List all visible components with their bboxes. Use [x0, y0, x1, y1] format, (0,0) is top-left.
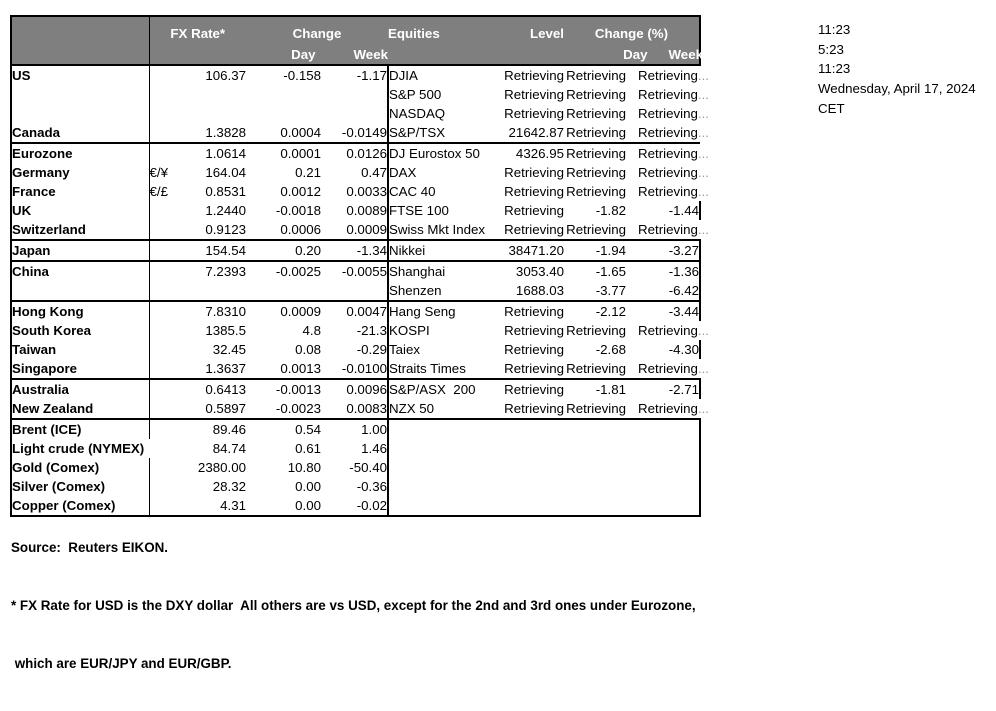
table-row	[11, 301, 700, 321]
fx-name-cell: Australia	[11, 379, 149, 399]
fx-name-cell: Hong Kong	[11, 301, 149, 321]
retrieving-text: Retrieving...	[638, 165, 709, 180]
equity-name-cell: CAC 40	[389, 184, 436, 199]
retrieving-text: Retrieving...	[638, 146, 709, 161]
fx-change-week-cell: -0.29	[321, 340, 388, 359]
equity-name-cell: Swiss Mkt Index	[388, 220, 504, 240]
truncation-ellipsis: ...	[697, 222, 709, 237]
equity-change-day-cell: -1.81	[595, 382, 626, 397]
fx-pair-cell: €/£	[149, 184, 168, 199]
truncation-ellipsis: ...	[697, 165, 709, 180]
fx-name-cell	[11, 85, 149, 104]
fx-rate-cell: 0.5897	[186, 399, 246, 419]
equity-level-cell: Retrieving	[504, 165, 564, 180]
equity-level-cell: Retrieving	[504, 87, 564, 102]
fx-name-cell: New Zealand	[11, 399, 149, 419]
table-row	[11, 123, 700, 143]
equity-level-cell: Retrieving	[504, 68, 564, 83]
fx-change-week-cell: 0.47	[321, 163, 388, 182]
table-row	[11, 261, 700, 281]
fx-change-day-cell: -0.158	[283, 68, 321, 83]
header-equities: Equities	[388, 16, 504, 45]
fx-rate-cell: 106.37	[205, 68, 246, 83]
equity-level-cell: Retrieving	[504, 184, 564, 199]
table-row	[11, 399, 700, 419]
equity-change-week-cell: -3.27	[626, 240, 700, 261]
equity-name-cell: S&P/ASX 200	[389, 382, 476, 397]
fx-pair-cell: €/¥	[149, 165, 168, 180]
fx-rate-cell: 1.0614	[205, 146, 246, 161]
fx-pair-cell	[149, 321, 186, 340]
fx-pair-cell	[149, 104, 186, 123]
truncation-ellipsis: ...	[697, 106, 709, 121]
retrieving-text: Retrieving...	[638, 87, 709, 102]
fx-pair-cell	[149, 240, 186, 261]
fx-rate-cell: 1.3828	[186, 123, 246, 143]
fx-change-day-cell: -0.0023	[246, 399, 321, 419]
fx-pair-cell	[149, 85, 186, 104]
fx-change-week-cell: 0.0126	[321, 143, 388, 163]
equity-change-day-cell: Retrieving	[564, 359, 626, 379]
fx-rate-cell: 4.31	[186, 496, 246, 516]
equities-empty-cell	[388, 419, 700, 439]
equity-name-cell: KOSPI	[389, 323, 430, 338]
footnotes	[11, 500, 696, 711]
equity-change-day-cell: Retrieving	[566, 68, 626, 83]
equity-level-cell: 21642.87	[504, 123, 564, 143]
fx-name-cell: Brent (ICE)	[11, 419, 149, 439]
fx-rate-cell: 7.2393	[205, 264, 246, 279]
fx-pair-cell	[149, 65, 186, 85]
equity-level-cell: Retrieving	[504, 342, 564, 357]
fx-rate-cell: 89.46	[212, 422, 246, 437]
table-row	[11, 220, 700, 240]
fx-rate-cell: 0.8531	[205, 184, 246, 199]
fx-change-week-cell: -0.0149	[321, 123, 388, 143]
equity-change-week-cell: -6.42	[626, 281, 700, 301]
equity-name-cell: Nikkei	[388, 240, 504, 261]
fx-pair-cell	[149, 359, 186, 379]
fx-name-cell: Germany	[11, 163, 149, 182]
truncation-ellipsis: ...	[697, 146, 709, 161]
fx-change-day-cell: 0.0001	[280, 146, 321, 161]
fx-change-week-cell	[321, 85, 388, 104]
table-row	[11, 281, 700, 301]
header-change-pct: Change (%)	[564, 16, 700, 45]
fx-change-day-cell: 0.20	[246, 240, 321, 261]
equity-change-week-cell	[626, 359, 709, 379]
fx-change-day-cell	[246, 104, 321, 123]
table-row	[11, 439, 700, 458]
table-row	[11, 321, 700, 340]
truncation-ellipsis: ...	[697, 87, 709, 102]
fx-name-cell: UK	[11, 201, 149, 220]
retrieving-text: Retrieving...	[638, 106, 709, 121]
table-row	[11, 85, 700, 104]
fx-name-cell: South Korea	[11, 321, 149, 340]
fx-rate-cell: 0.6413	[205, 382, 246, 397]
retrieving-text: Retrieving...	[638, 401, 709, 416]
fx-change-day-cell: 0.00	[246, 496, 321, 516]
table-row	[11, 477, 700, 496]
fx-name-cell: Silver (Comex)	[11, 477, 149, 496]
fx-change-week-cell: 0.0089	[321, 201, 388, 220]
fx-rate-cell	[186, 104, 246, 123]
fx-change-day-cell: -0.0013	[275, 382, 321, 397]
fx-rate-note-line-1: * FX Rate for USD is the DXY dollar All others are vs USD, except for the 2nd and 3rd ones under Eurozone,	[11, 598, 696, 614]
fx-pair-cell	[149, 220, 186, 240]
fx-name-cell: Switzerland	[11, 220, 149, 240]
fx-rate-cell	[186, 281, 246, 301]
fx-change-week-cell: 0.0096	[321, 379, 388, 399]
equity-name-cell: FTSE 100	[389, 203, 449, 218]
table-row	[11, 379, 700, 399]
fx-rate-note-line-2: which are EUR/JPY and EUR/GBP.	[11, 655, 232, 671]
header-row-1	[11, 16, 700, 45]
fx-change-day-cell: 0.61	[295, 441, 321, 456]
header-fx-day: Day	[291, 47, 316, 62]
equity-change-day-cell: -1.94	[564, 240, 626, 261]
retrieving-text: Retrieving...	[638, 222, 709, 237]
table-row	[11, 458, 700, 477]
equity-name-cell: Shenzen	[388, 281, 504, 301]
truncation-ellipsis: ...	[697, 184, 709, 199]
fx-name-cell: Japan	[11, 240, 149, 261]
fx-change-week-cell: -21.3	[321, 321, 388, 340]
fx-change-day-cell	[246, 281, 321, 301]
equity-change-day-cell: Retrieving	[566, 106, 626, 121]
fx-pair-cell	[149, 123, 186, 143]
equity-name-cell: DAX	[389, 165, 417, 180]
equity-name-cell: Taiex	[389, 342, 421, 357]
equity-change-week-cell	[626, 163, 709, 182]
header-eq-week: Week	[668, 47, 703, 62]
equity-change-day-cell: -2.68	[595, 342, 626, 357]
fx-rate-cell	[186, 85, 246, 104]
truncation-ellipsis: ...	[697, 68, 709, 83]
fx-change-day-cell	[246, 85, 321, 104]
retrieving-text: Retrieving...	[638, 125, 709, 140]
clock-time-3: 11:23	[818, 61, 851, 77]
fx-pair-cell	[149, 281, 186, 301]
equity-change-day-cell: -1.65	[595, 264, 626, 279]
header-empty-cell	[149, 45, 246, 65]
fx-change-day-cell: 0.0006	[246, 220, 321, 240]
header-empty-cell	[388, 45, 504, 65]
fx-change-week-cell: 1.00	[321, 419, 388, 439]
truncation-ellipsis: ...	[697, 323, 709, 338]
equity-level-cell: 38471.20	[504, 240, 564, 261]
equity-change-week-cell	[626, 104, 709, 123]
fx-rate-cell: 32.45	[212, 342, 246, 357]
equity-name-cell: Straits Times	[388, 359, 504, 379]
equity-change-week-cell: -1.36	[626, 261, 700, 281]
equity-level-cell: 3053.40	[515, 264, 564, 279]
header-change: Change	[246, 16, 388, 45]
truncation-ellipsis: ...	[697, 125, 709, 140]
fx-rate-cell: 2380.00	[197, 460, 246, 475]
clock-time-1: 11:23	[818, 22, 851, 37]
retrieving-text: Retrieving...	[638, 323, 709, 338]
equity-name-cell: DJIA	[389, 68, 418, 83]
retrieving-text: Retrieving...	[638, 361, 709, 376]
fx-name-cell: France	[11, 182, 149, 201]
equity-change-week-cell	[626, 182, 709, 201]
equity-change-week-cell	[626, 220, 709, 240]
equity-change-day-cell: Retrieving	[566, 165, 626, 180]
fx-change-week-cell: -0.0055	[321, 261, 388, 281]
fx-change-day-cell: 0.0009	[280, 304, 321, 319]
fx-change-day-cell: 0.21	[295, 165, 321, 180]
fx-name-cell: Gold (Comex)	[11, 458, 149, 477]
fx-change-week-cell: -1.17	[321, 65, 388, 85]
fx-rate-cell: 7.8310	[205, 304, 246, 319]
fx-rate-cell: 1385.5	[205, 323, 246, 338]
fx-rate-cell: 0.9123	[186, 220, 246, 240]
equity-name-cell: NASDAQ	[389, 106, 446, 121]
fx-name-cell: Taiwan	[11, 340, 149, 359]
clock-time-2: 5:23	[818, 41, 844, 57]
equity-name-cell: NZX 50	[388, 399, 504, 419]
header-fx-day-week	[246, 45, 388, 65]
equity-change-day-cell: Retrieving	[566, 323, 626, 338]
equity-level-cell: 4326.95	[515, 146, 564, 161]
fx-pair-cell	[149, 261, 186, 281]
equity-name-cell: Hang Seng	[389, 304, 456, 319]
header-eq-day-week	[564, 45, 703, 65]
equity-change-week-cell	[626, 85, 709, 104]
equity-name-cell: DJ Eurostox 50	[389, 146, 480, 161]
equity-change-day-cell: Retrieving	[566, 146, 626, 161]
header-fx-week: Week	[353, 47, 388, 62]
clock-date: Wednesday, April 17, 2024	[818, 81, 976, 97]
fx-pair-cell	[149, 419, 186, 439]
fx-change-week-cell: 1.46	[321, 439, 388, 458]
table-row	[11, 419, 700, 439]
header-eq-day: Day	[623, 47, 648, 62]
fx-name-cell: Eurozone	[11, 143, 149, 163]
source-note: Source: Reuters EIKON.	[11, 540, 169, 556]
fx-change-day-cell: 0.0013	[246, 359, 321, 379]
fx-change-day-cell: 10.80	[287, 460, 321, 475]
fx-change-week-cell	[321, 104, 388, 123]
fx-change-week-cell: 0.0009	[321, 220, 388, 240]
fx-pair-cell	[149, 379, 186, 399]
fx-pair-cell	[149, 301, 186, 321]
equity-change-week-cell: -4.30	[626, 340, 700, 359]
equity-level-cell: Retrieving	[504, 399, 564, 419]
fx-name-cell: Singapore	[11, 359, 149, 379]
table-row	[11, 359, 700, 379]
table-row	[11, 65, 700, 85]
fx-pair-cell	[149, 458, 186, 477]
equity-change-day-cell: -3.77	[564, 281, 626, 301]
fx-rate-cell: 84.74	[212, 441, 246, 456]
fx-rate-cell: 1.2440	[205, 203, 246, 218]
table-row	[11, 340, 700, 359]
fx-name-cell: China	[11, 261, 149, 281]
equity-name-cell: S&P/TSX	[388, 123, 504, 143]
equity-change-day-cell: -1.82	[595, 203, 626, 218]
fx-change-day-cell: 0.08	[295, 342, 321, 357]
header-empty-cell	[504, 45, 564, 65]
equity-change-week-cell	[626, 399, 709, 419]
fx-pair-cell	[149, 399, 186, 419]
fx-change-day-cell: 4.8	[302, 323, 321, 338]
fx-change-week-cell: 0.0033	[321, 182, 388, 201]
truncation-ellipsis: ...	[697, 361, 709, 376]
header-corner-cell	[11, 16, 149, 45]
table-row	[11, 240, 700, 261]
equities-empty-cell	[388, 477, 700, 496]
equity-change-week-cell: -1.44	[626, 201, 700, 220]
fx-name-cell: Light crude (NYMEX)	[12, 441, 145, 456]
equity-change-day-cell: Retrieving	[564, 123, 626, 143]
table-row	[11, 201, 700, 220]
equity-change-week-cell: -3.44	[626, 301, 700, 321]
fx-change-week-cell	[321, 281, 388, 301]
equity-level-cell: Retrieving	[504, 220, 564, 240]
equity-change-day-cell: Retrieving	[566, 87, 626, 102]
fx-rate-cell: 28.32	[212, 479, 246, 494]
equity-name-cell: S&P 500	[389, 87, 442, 102]
clock-panel	[818, 20, 976, 119]
fx-change-week-cell: -0.02	[321, 496, 388, 516]
equity-name-cell: Shanghai	[389, 264, 446, 279]
fx-change-week-cell: 0.0083	[321, 399, 388, 419]
equity-level-cell: Retrieving	[504, 359, 564, 379]
fx-change-day-cell: 0.00	[295, 479, 321, 494]
equity-change-day-cell: -2.12	[595, 304, 626, 319]
fx-change-week-cell: -50.40	[321, 458, 388, 477]
fx-rate-cell: 154.54	[186, 240, 246, 261]
table-row	[11, 182, 700, 201]
table-row	[11, 163, 700, 182]
fx-rate-cell: 164.04	[205, 165, 246, 180]
header-fx-rate: FX Rate*	[149, 16, 246, 45]
equity-change-day-cell: Retrieving	[566, 184, 626, 199]
fx-name-cell	[11, 104, 149, 123]
header-empty-cell	[11, 45, 149, 65]
fx-change-day-cell: 0.0004	[246, 123, 321, 143]
retrieving-text: Retrieving...	[638, 184, 709, 199]
market-table	[10, 15, 709, 517]
fx-change-day-cell: 0.0012	[280, 184, 321, 199]
equity-level-cell: Retrieving	[504, 304, 564, 319]
equity-change-day-cell: Retrieving	[564, 399, 626, 419]
fx-name-cell	[11, 281, 149, 301]
fx-change-day-cell: -0.0018	[275, 203, 321, 218]
equity-change-week-cell: -2.71	[626, 379, 700, 399]
fx-pair-cell	[149, 201, 186, 220]
retrieving-text: Retrieving...	[638, 68, 709, 83]
equity-level-cell: Retrieving	[504, 106, 564, 121]
clock-timezone: CET	[818, 100, 845, 116]
equity-change-week-cell	[626, 65, 709, 85]
fx-change-week-cell: -0.36	[321, 477, 388, 496]
equity-level-cell: Retrieving	[504, 382, 564, 397]
fx-name-cell: US	[11, 65, 149, 85]
equity-change-week-cell	[626, 321, 709, 340]
fx-pair-cell	[149, 340, 186, 359]
fx-name-cell: Copper (Comex)	[11, 496, 149, 516]
fx-change-day-cell: 0.54	[295, 422, 321, 437]
equities-empty-cell	[388, 458, 700, 477]
fx-name-cell: Canada	[11, 123, 149, 143]
fx-change-week-cell: -0.0100	[321, 359, 388, 379]
header-level: Level	[504, 16, 564, 45]
fx-change-day-cell: -0.0025	[275, 264, 321, 279]
fx-change-week-cell: -1.34	[321, 240, 388, 261]
truncation-ellipsis: ...	[697, 401, 709, 416]
table-row	[11, 143, 700, 163]
equities-empty-cell	[388, 439, 700, 458]
equity-change-week-cell	[626, 143, 709, 163]
equity-change-day-cell: Retrieving	[564, 220, 626, 240]
equity-level-cell: 1688.03	[504, 281, 564, 301]
equity-level-cell: Retrieving	[504, 323, 564, 338]
equity-level-cell: Retrieving	[504, 203, 564, 218]
fx-change-week-cell: 0.0047	[321, 301, 388, 321]
fx-pair-cell	[149, 143, 186, 163]
fx-rate-cell: 1.3637	[186, 359, 246, 379]
equity-change-week-cell	[626, 123, 709, 143]
header-row-2	[11, 45, 700, 65]
table-row	[11, 104, 700, 123]
fx-pair-cell	[149, 477, 186, 496]
